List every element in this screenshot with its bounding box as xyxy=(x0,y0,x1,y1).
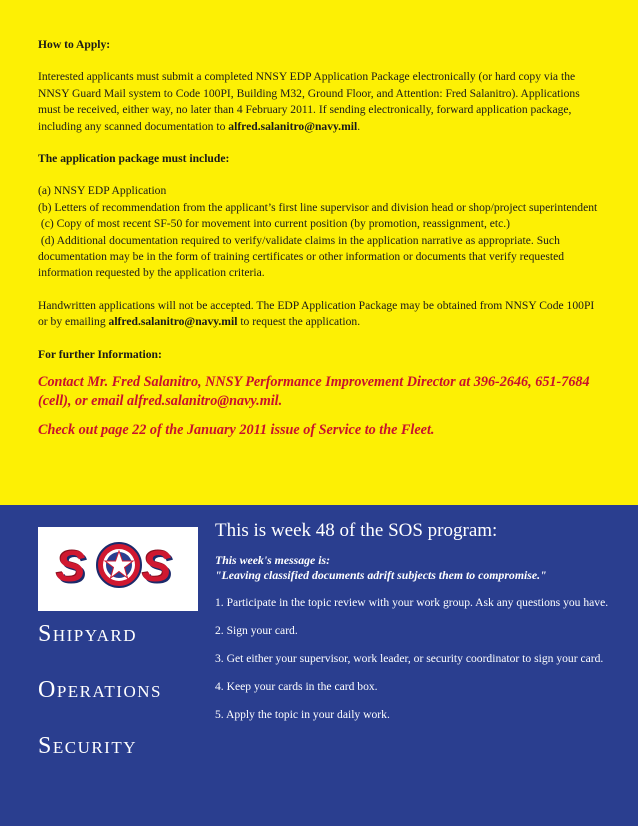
how-to-apply-heading: How to Apply: xyxy=(38,38,111,51)
handwritten-text-end: to request the application. xyxy=(240,315,361,329)
apply-content xyxy=(38,37,604,440)
further-info-heading: For further Information: xyxy=(38,347,162,361)
side-word-security: Security xyxy=(38,733,138,759)
apply-paragraph-end: . xyxy=(357,119,361,133)
apply-paragraph-text: Interested applicants must submit a completed NNSY EDP Application Package electronically (or hard copy via the NNSY Guard Mail system to Code 100PI, Building M32, Ground Floor, and Attention: Fred Salanitro). Applications must be received, either way, no later than 4 February 2011. If sending electronically, forward application package, including any scanned documentation to xyxy=(38,70,580,133)
sos-panel xyxy=(0,505,638,826)
apply-paragraph xyxy=(38,69,604,135)
sos-logo xyxy=(38,527,198,611)
message-intro: This week's message is: xyxy=(215,553,331,567)
step-item-4: 4. Keep your cards in the card box. xyxy=(215,680,378,693)
sos-program-column xyxy=(215,519,610,735)
sos-logo-letter-left: S xyxy=(56,542,87,591)
package-item-d: (d) Additional documentation required to verify/validate claims in the application narrative as appropriate. Such documentation may be in the form of training certificates or other information or documents that verify requested information requested by the application criteria. xyxy=(38,233,567,280)
step-item-5: 5. Apply the topic in your daily work. xyxy=(215,708,390,721)
email-link-1[interactable]: alfred.salanitro@navy.mil xyxy=(228,119,358,133)
handwritten-paragraph xyxy=(38,298,604,331)
side-word-operations: Operations xyxy=(38,677,162,703)
package-item-c: (c) Copy of most recent SF-50 for movement into current position (by promotion, reassignment, etc.) xyxy=(38,217,511,231)
star-emblem-icon xyxy=(95,541,143,589)
step-item-3: 3. Get either your supervisor, work leader, or security coordinator to sign your card. xyxy=(215,652,604,665)
package-heading: The application package must include: xyxy=(38,152,230,166)
email-link-2[interactable]: alfred.salanitro@navy.mil xyxy=(108,315,238,329)
sos-logo-letter-right: S xyxy=(142,542,173,591)
contact-text: Contact Mr. Fred Salanitro, NNSY Performance Improvement Director at 396-2646, 651-7684 (cell), or email alfred.salanitro@navy.mil. xyxy=(38,374,590,410)
handwritten-text: Handwritten applications will not be accepted. The EDP Application Package may be obtained from NNSY Code 100PI or by emailing xyxy=(38,298,595,329)
step-item-2: 2. Sign your card. xyxy=(215,624,298,637)
step-item-1: 1. Participate in the topic review with your work group. Ask any questions you have. xyxy=(215,596,609,609)
message-text: "Leaving classified documents adrift subjects them to compromise." xyxy=(215,568,547,582)
side-word-shipyard: Shipyard xyxy=(38,621,138,647)
steps-list xyxy=(215,595,610,722)
package-item-b: (b) Letters of recommendation from the applicant’s first line supervisor and division head or shop/project superintendent xyxy=(38,200,598,214)
checkout-text: Check out page 22 of the January 2011 issue of Service to the Fleet. xyxy=(38,422,435,439)
package-item-a: (a) NNSY EDP Application xyxy=(38,184,167,198)
week-title: This is week 48 of the SOS program: xyxy=(215,520,498,541)
